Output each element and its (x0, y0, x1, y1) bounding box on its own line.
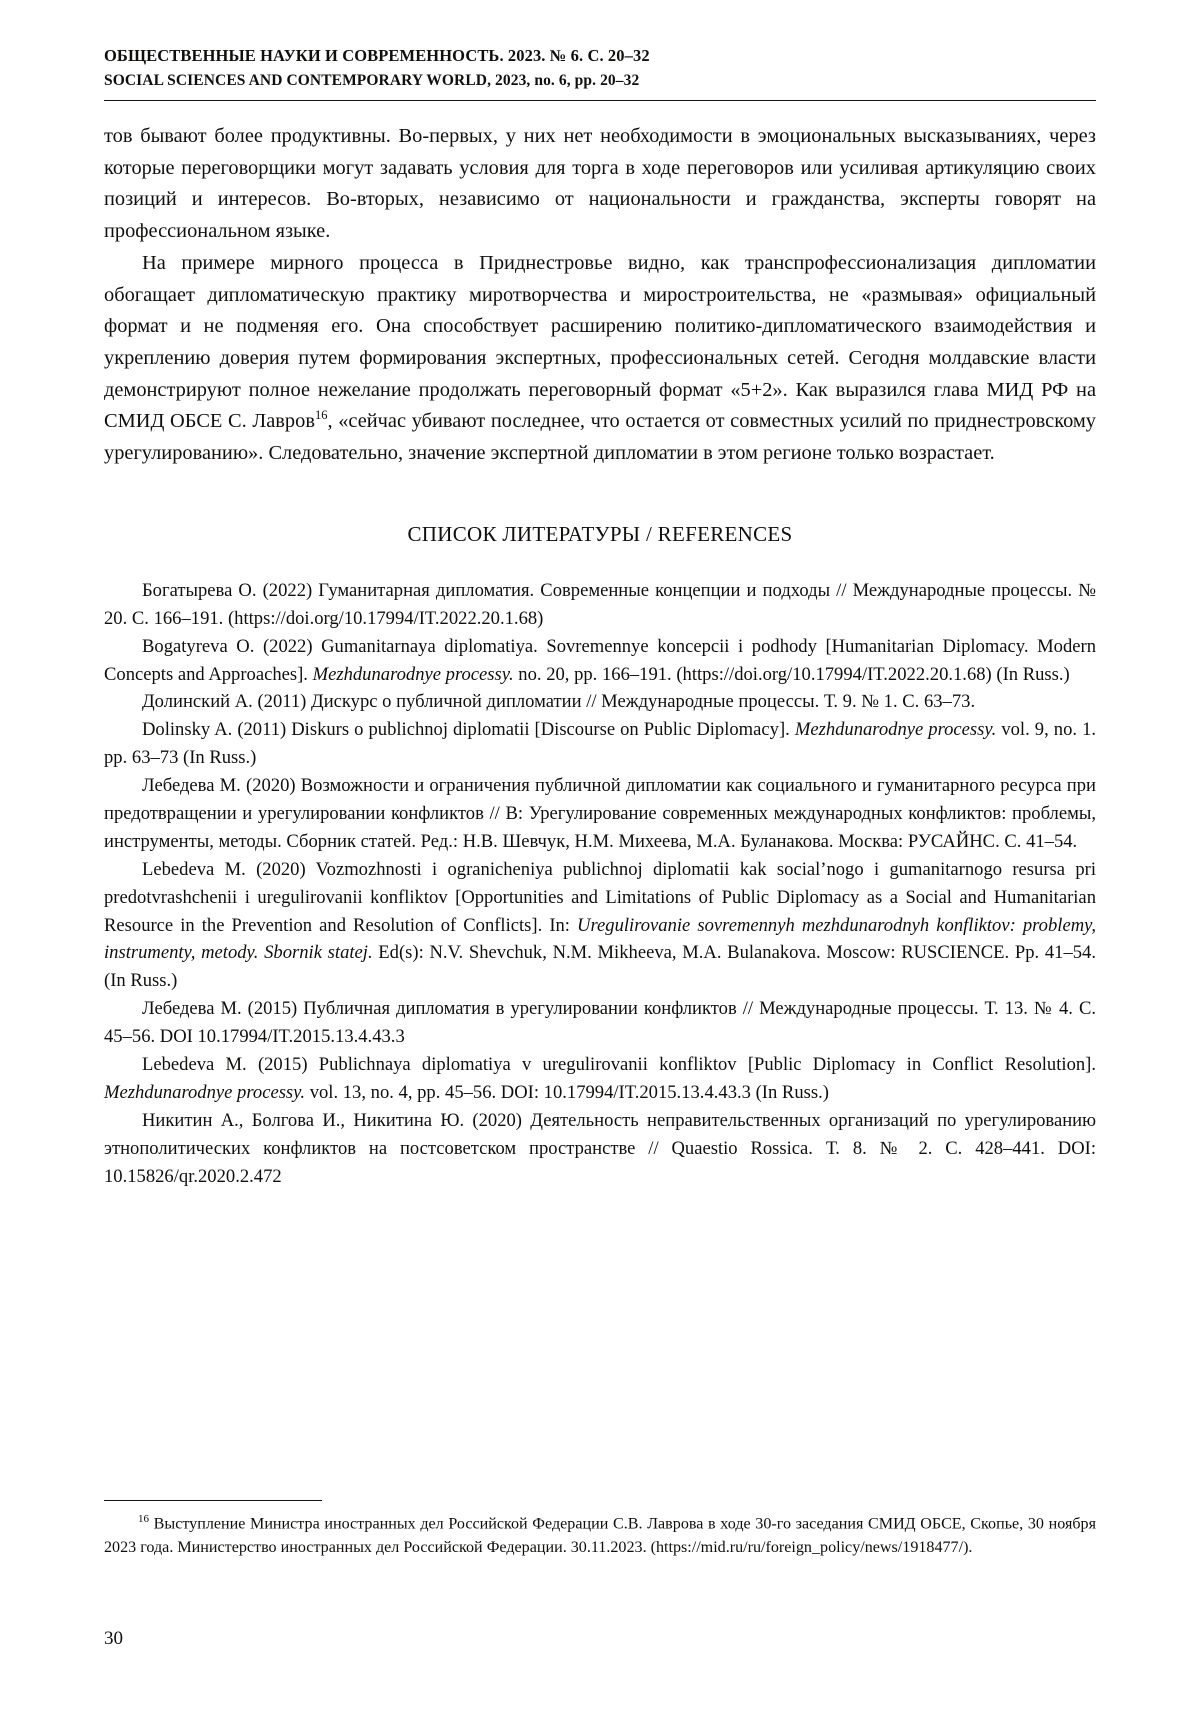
body-paragraph-1: тов бывают более продуктивны. Во-первых, у них нет необходимости в эмоциональных высказываниях, через которые переговорщики могут задавать условия для торга в ходе переговоров или усиливая артикуляцию своих позиций и интересов. Во-вторых, независимо от национальности и гражданства, эксперты говорят на профессиональном языке. (104, 125, 1096, 243)
reference-item (104, 716, 1096, 772)
footnote-reference-16[interactable]: 16 (314, 408, 328, 423)
reference-text-tail: vol. 9, no. 1. pp. 63–73 (In Russ.) (104, 719, 1097, 769)
reference-item: Лебедева М. (2015) Публичная дипломатия в урегулировании конфликтов // Международные процессы. Т. 13. № 4. С. 45–56. DOI 10.17994/IT.2015.13.4.43.3 (104, 998, 1096, 1048)
paragraph-2-text-after-footnote: , «сейчас убивают последнее, что остается от совместных усилий по приднестровскому урегулированию». Следовательно, значение экспертной дипломатии в этом регионе только возрастает. (104, 410, 1096, 465)
reference-item: Богатырева О. (2022) Гуманитарная дипломатия. Современные концепции и подходы // Международные процессы. № 20. С. 166–191. (https://doi.org/10.17994/IT.2022.20.1.68) (104, 579, 1096, 629)
reference-text: Lebedeva M. (2020) Vozmozhnosti i ogranicheniya publichnoj diplomatii kak social’nogo i gumanitarnogo resursa pri predotvrashchenii i uregulirovanii konfliktov [Opportunities and Limitations of Public Diplomacy as a Social and Humanitarian Resource in the Prevention and Resolution of Conflicts]. In: (104, 858, 1096, 936)
reference-source-title: Uregulirovanie sovremennyh mezhdunarodnyh konfliktov: problemy, instrumenty, metody. Sbornik statej. (104, 914, 1097, 964)
header-divider (104, 100, 1096, 101)
reference-text-tail: no. 20, pp. 166–191. (https://doi.org/10.17994/IT.2022.20.1.68) (In Russ.) (513, 663, 1070, 685)
reference-text-tail: Ed(s): N.V. Shevchuk, N.M. Mikheeva, M.A. Bulanakova. Moscow: RUSCIENCE. Pp. 41–54. (In Russ.) (104, 942, 1097, 992)
footnote-marker: 16 (138, 1513, 149, 1526)
footnote-area (104, 1500, 1096, 1560)
footnote-text (104, 1511, 1096, 1560)
reference-source-title: Mezhdunarodnye processy. (312, 663, 514, 685)
header-line-english: SOCIAL SCIENCES AND CONTEMPORARY WORLD, 2023, no. 6, pp. 20–32 (104, 71, 640, 89)
body-paragraph-2 (104, 248, 1096, 470)
reference-text: Dolinsky A. (2011) Diskurs o publichnoj diplomatii [Discourse on Public Diplomacy]. (142, 719, 795, 741)
reference-text-tail: vol. 13, no. 4, pp. 45–56. DOI: 10.17994/IT.2015.13.4.43.3 (In Russ.) (305, 1081, 829, 1103)
header-line-russian: ОБЩЕСТВЕННЫЕ НАУКИ И СОВРЕМЕННОСТЬ. 2023. № 6. С. 20–32 (104, 46, 650, 65)
footnote-body: Выступление Министра иностранных дел Российской Федерации С.В. Лаврова в ходе 30-го заседания СМИД ОБСЕ, Скопье, 30 ноября 2023 года. Министерство иностранных дел Российской Федерации. 30.11.2023. (https://mid.ru/ru/foreign_policy/news/1918477/). (104, 1515, 1096, 1557)
references-list (104, 577, 1096, 1191)
reference-item: Лебедева М. (2020) Возможности и ограничения публичной дипломатии как социального и гуманитарного ресурса при предотвращении и урегулировании конфликтов // В: Урегулирование современных международных конфликтов: проблемы, инструменты, методы. Сборник статей. Ред.: Н.В. Шевчук, Н.М. Михеева, М.А. Буланакова. Москва: РУСАЙНС. С. 41–54. (104, 775, 1096, 852)
reference-item: Долинский А. (2011) Дискурс о публичной дипломатии // Международные процессы. Т. 9. № 1. С. 63–73. (142, 691, 976, 713)
reference-item (104, 856, 1096, 995)
reference-source-title: Mezhdunarodnye processy. (104, 1081, 306, 1103)
reference-text: Bogatyreva O. (2022) Gumanitarnaya diplomatiya. Sovremennye koncepcii i podhody [Humanitarian Diplomacy. Modern Concepts and Approaches]. (104, 635, 1096, 685)
reference-item (104, 633, 1096, 689)
reference-item: Никитин А., Болгова И., Никитина Ю. (2020) Деятельность неправительственных организаций по урегулированию этнополитических конфликтов на постсоветском пространстве // Quaestio Rossica. Т. 8. № 2. С. 428–441. DOI: 10.15826/qr.2020.2.472 (104, 1109, 1096, 1187)
running-header (104, 44, 1096, 92)
footnote-divider (104, 1500, 322, 1501)
reference-item (104, 1051, 1096, 1107)
reference-source-title: Mezhdunarodnye processy. (794, 719, 997, 741)
references-section-title: СПИСОК ЛИТЕРАТУРЫ / REFERENCES (407, 521, 793, 546)
paragraph-2-text-before-footnote: На примере мирного процесса в Приднестровье видно, как транспрофессионализация дипломатии обогащает дипломатическую практику миротворчества и миростроительства, не «размывая» официальный формат и не подменяя его. Она способствует расширению политико-дипломатического взаимодействия и укреплению доверия путем формирования экспертных, профессиональных сетей. Сегодня молдавские власти демонстрируют полное нежелание продолжать переговорный формат «5+2». Как выразился глава МИД РФ на СМИД ОБСЕ С. Лавров (104, 251, 1096, 433)
reference-text: Lebedeva M. (2015) Publichnaya diplomatiya v uregulirovanii konfliktov [Public Diplomacy in Conflict Resolution]. (142, 1054, 1096, 1076)
page-number: 30 (104, 1628, 123, 1649)
